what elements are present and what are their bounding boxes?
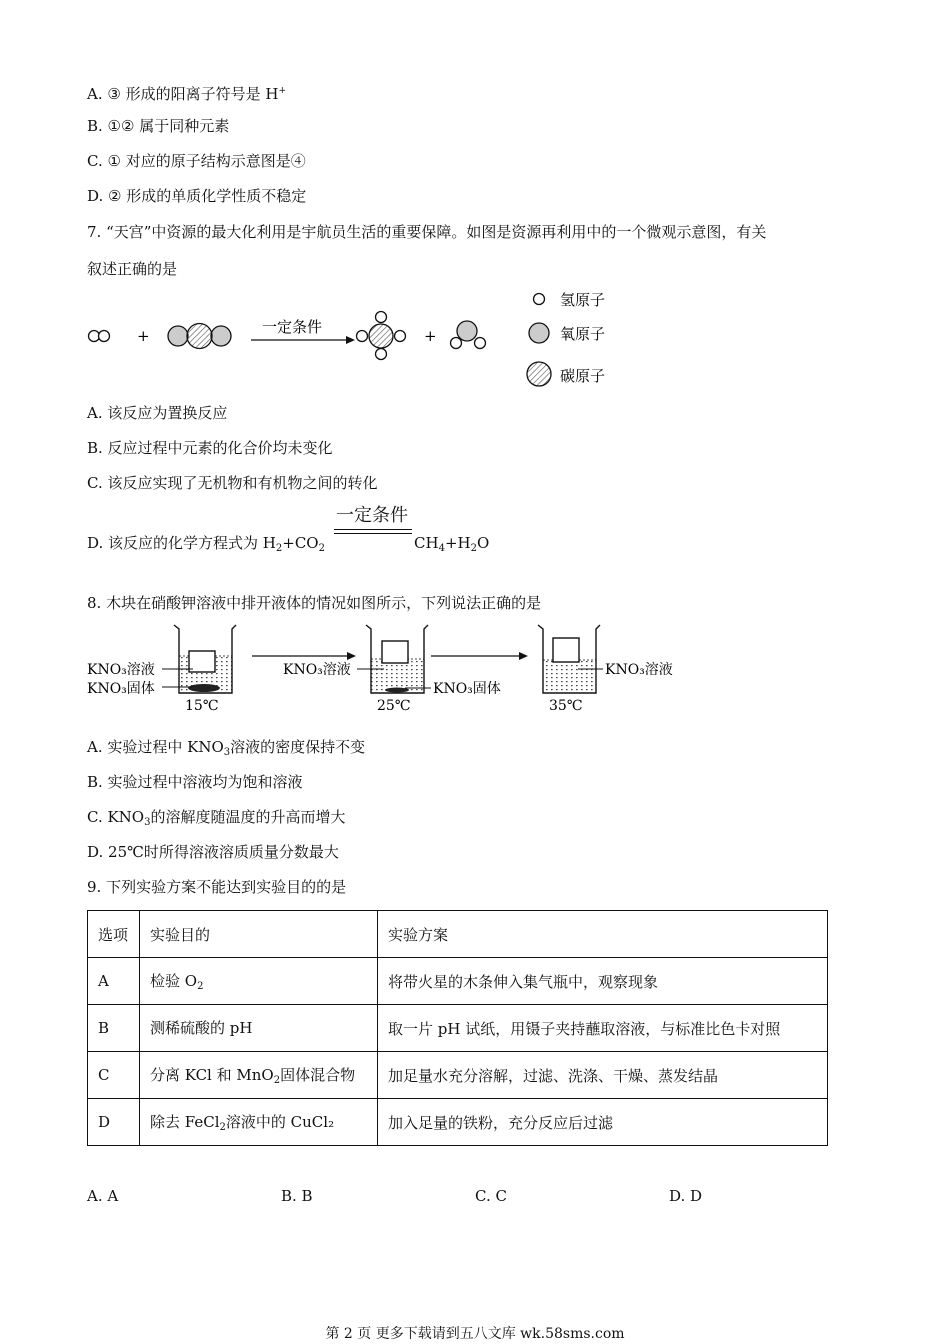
row-purpose: 检验 $O_2$ xyxy=(140,958,378,1005)
q7-reaction-diagram xyxy=(0,285,950,395)
q7-stem-line2: 叙述正确的是 xyxy=(87,260,178,278)
temp-25: 25℃ xyxy=(377,698,411,714)
carbon-dioxide-molecule xyxy=(168,324,231,349)
temp-15: 15℃ xyxy=(185,698,219,714)
label-solution-right: KNO₃溶液 xyxy=(605,662,673,678)
equation-products: $CH_4+H_2O$ xyxy=(414,534,490,554)
row-plan: 将带火星的木条伸入集气瓶中，观察现象 xyxy=(378,958,828,1005)
legend xyxy=(527,291,605,386)
q8-option-a: A. 实验过程中 $KNO_3$溶液的密度保持不变 xyxy=(87,738,366,758)
q9-answer-d: D. D xyxy=(669,1187,703,1205)
label-solid-left: KNO₃固体 xyxy=(87,681,155,697)
q9-stem: 9. 下列实验方案不能达到实验目的的是 xyxy=(87,878,347,896)
q6-option-b: B. ①② 属于同种元素 xyxy=(87,117,230,135)
methane-molecule xyxy=(357,312,406,360)
experiment-table xyxy=(87,910,828,1146)
legend-hydrogen: 氢原子 xyxy=(560,291,606,309)
temp-35: 35℃ xyxy=(549,698,583,714)
row-purpose: 除去 FeCl$_2$溶液中的 CuCl₂ xyxy=(140,1099,378,1146)
q8-option-d: D. 25℃时所得溶液溶质质量分数最大 xyxy=(87,843,339,861)
q7-option-c: C. 该反应实现了无机物和有机物之间的转化 xyxy=(87,474,378,492)
q9-answer-b: B. B xyxy=(281,1187,313,1205)
q7-option-a: A. 该反应为置换反应 xyxy=(87,404,228,422)
row-option: C xyxy=(88,1052,140,1099)
legend-oxygen: 氧原子 xyxy=(560,325,606,343)
equation-double-line xyxy=(334,529,412,534)
table-header-row xyxy=(88,911,828,958)
q7-option-b: B. 反应过程中元素的化合价均未变化 xyxy=(87,439,333,457)
q9-answer-a: A. A xyxy=(87,1187,119,1205)
row-option: A xyxy=(88,958,140,1005)
hydrogen-molecule xyxy=(89,331,110,342)
row-plan: 加足量水充分溶解，过滤、洗涤、干燥、蒸发结晶 xyxy=(378,1052,828,1099)
q9-answer-c: C. C xyxy=(475,1187,507,1205)
q8-option-c: C. $KNO_3$的溶解度随温度的升高而增大 xyxy=(87,808,346,828)
header-plan: 实验方案 xyxy=(378,911,828,958)
q6-option-a: A. ③ 形成的阳离子符号是 H+ xyxy=(87,85,286,103)
header-purpose: 实验目的 xyxy=(140,911,378,958)
q8-beaker-diagram xyxy=(0,618,950,718)
row-plan: 加入足量的铁粉，充分反应后过滤 xyxy=(378,1099,828,1146)
label-solid-middle: KNO₃固体 xyxy=(433,681,501,697)
q6-option-d: D. ② 形成的单质化学性质不稳定 xyxy=(87,187,307,205)
page-footer: 第 2 页 更多下载请到五八文库 wk.58sms.com xyxy=(325,1326,625,1342)
row-purpose: 测稀硫酸的 pH xyxy=(140,1005,378,1052)
water-molecule xyxy=(451,321,486,349)
q7-option-d: D. 该反应的化学方程式为 $H_2+CO_2$ xyxy=(87,534,325,554)
table-row xyxy=(88,958,828,1005)
plus-sign-2: + xyxy=(424,327,437,345)
equation-condition: 一定条件 xyxy=(336,505,408,526)
row-purpose: 分离 KCl 和 MnO$_2$固体混合物 xyxy=(140,1052,378,1099)
q8-option-b: B. 实验过程中溶液均为饱和溶液 xyxy=(87,773,303,791)
header-option: 选项 xyxy=(88,911,140,958)
row-option: B xyxy=(88,1005,140,1052)
q6-option-c: C. ① 对应的原子结构示意图是④ xyxy=(87,152,306,170)
legend-carbon: 碳原子 xyxy=(560,367,606,385)
table-row xyxy=(88,1099,828,1146)
q8-stem: 8. 木块在硝酸钾溶液中排开液体的情况如图所示，下列说法正确的是 xyxy=(87,594,542,612)
q7-stem-line1: 7. “天宫”中资源的最大化利用是宇航员生活的重要保障。如图是资源再利用中的一个微观示意图，有关 xyxy=(87,223,767,241)
table-row xyxy=(88,1005,828,1052)
table-row xyxy=(88,1052,828,1099)
row-option: D xyxy=(88,1099,140,1146)
label-solution-middle: KNO₃溶液 xyxy=(283,662,351,678)
row-plan: 取一片 pH 试纸，用镊子夹持蘸取溶液，与标准比色卡对照 xyxy=(378,1005,828,1052)
plus-sign-1: + xyxy=(137,327,150,345)
label-solution-left: KNO₃溶液 xyxy=(87,662,155,678)
reaction-condition: 一定条件 xyxy=(262,318,323,336)
